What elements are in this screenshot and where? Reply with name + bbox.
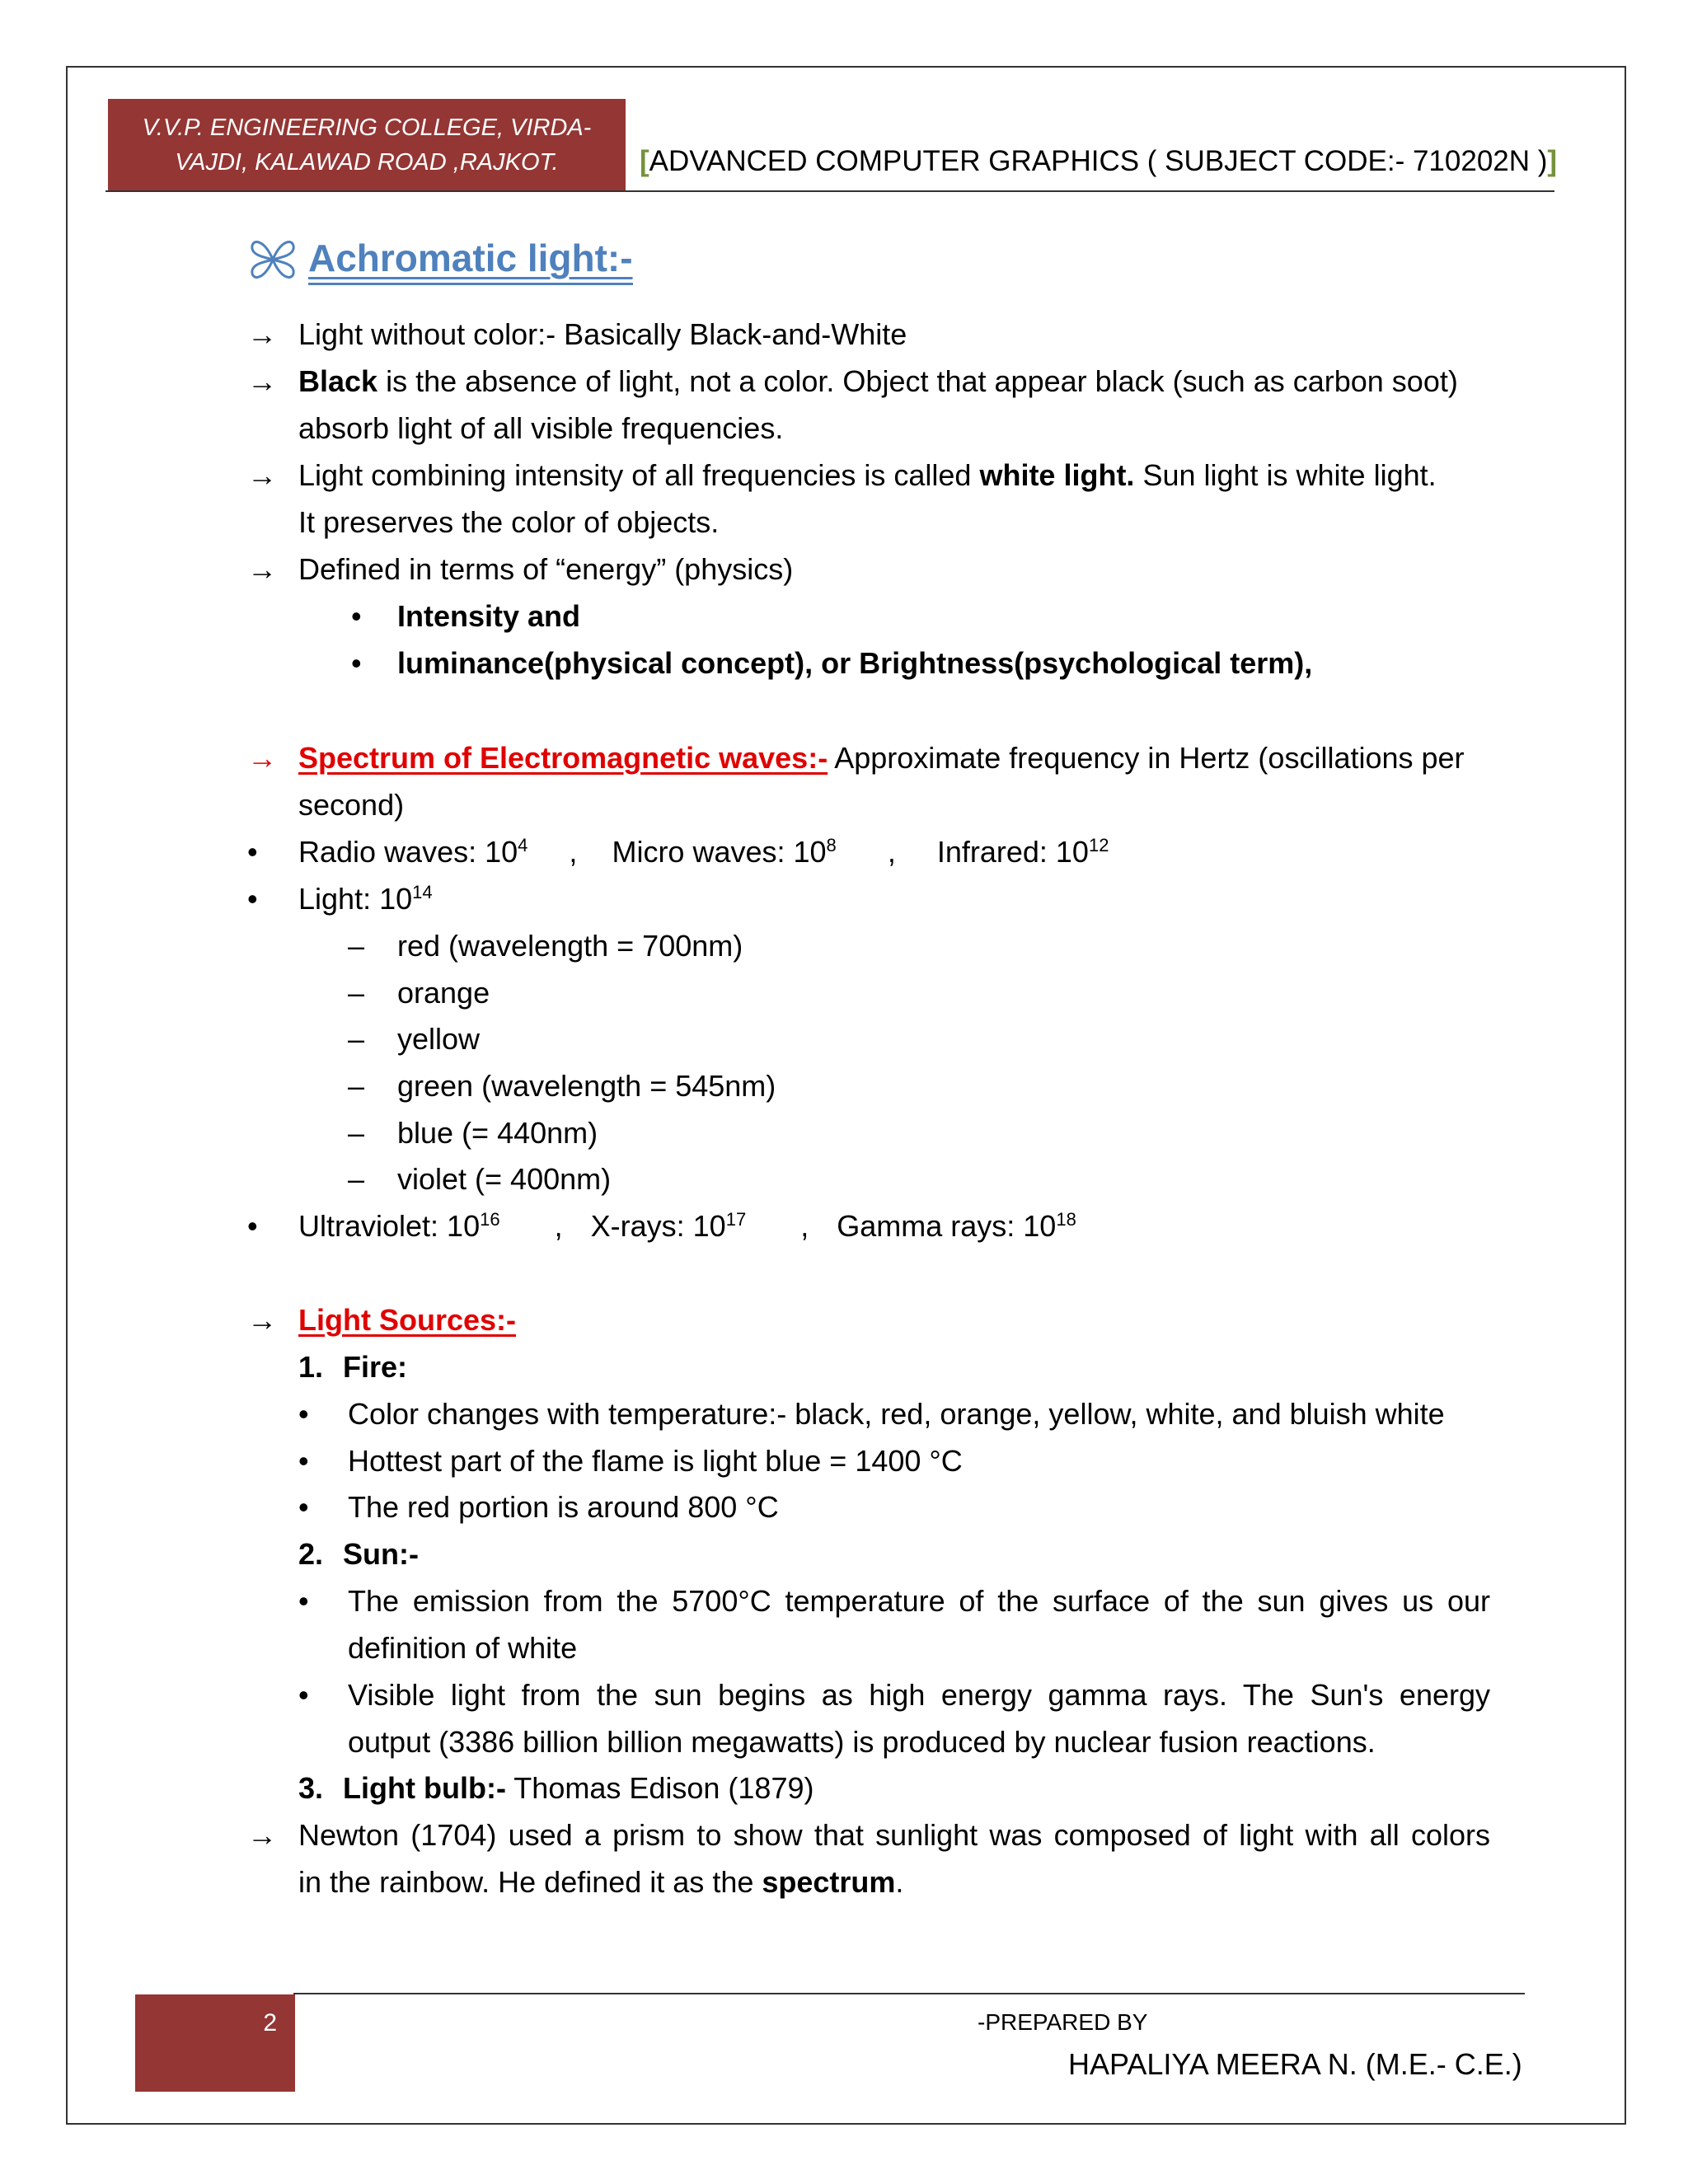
- spectrum-uv-row: [298, 1203, 1076, 1249]
- bulb-text: Thomas Edison (1879): [505, 1771, 814, 1805]
- arrow-marker: →: [247, 552, 277, 586]
- source-fire: [298, 1344, 407, 1390]
- achromatic-point-3-text-b: Sun light is white light.: [1134, 458, 1437, 492]
- dash-marker: –: [348, 1022, 365, 1056]
- dash-marker: –: [348, 1116, 365, 1150]
- achromatic-point-3-cont: It preserves the color of objects.: [298, 505, 720, 539]
- gamma-rays: Gamma rays: 10: [837, 1209, 1057, 1243]
- bullet-marker: •: [247, 835, 258, 869]
- title-text: Achromatic light:-: [308, 235, 633, 285]
- list-number: 1.: [298, 1350, 324, 1384]
- arrow-marker: →: [247, 1818, 277, 1852]
- spectrum-heading-rest: Approximate frequency in Hertz (oscillations per: [828, 741, 1465, 775]
- page-number: 2: [263, 2009, 277, 2036]
- gamma-exp: 18: [1056, 1209, 1076, 1230]
- infrared-exp: 12: [1088, 835, 1109, 855]
- college-banner: [108, 99, 626, 191]
- bullet-marker: •: [298, 1490, 309, 1524]
- arrow-marker: →: [247, 1303, 277, 1337]
- bulb-label: Light bulb:-: [343, 1771, 506, 1805]
- bullet-marker: •: [351, 599, 362, 633]
- color-item: blue (= 440nm): [397, 1116, 598, 1150]
- dash-marker: –: [348, 976, 365, 1010]
- list-number: 2.: [298, 1537, 324, 1571]
- bullet-marker: •: [298, 1444, 309, 1478]
- light-exp: 14: [412, 882, 433, 902]
- color-item: yellow: [397, 1022, 481, 1056]
- source-sun: [298, 1531, 419, 1577]
- spectrum-radio-row: [298, 829, 1109, 875]
- list-number: 3.: [298, 1771, 324, 1805]
- xray-exp: 17: [725, 1209, 747, 1230]
- color-item: green (wavelength = 545nm): [397, 1069, 776, 1103]
- author-name: HAPALIYA MEERA N. (M.E.- C.E.): [1068, 2047, 1522, 2081]
- bullet-marker: •: [298, 1584, 309, 1618]
- sun-label: Sun:-: [343, 1537, 419, 1571]
- header-divider: [106, 190, 1554, 192]
- butterfly-bullet-icon: [247, 234, 298, 285]
- dash-marker: –: [348, 1069, 365, 1103]
- spectrum-heading: [298, 735, 1465, 781]
- color-item: violet (= 400nm): [397, 1162, 612, 1196]
- ultraviolet: Ultraviolet: 10: [298, 1209, 481, 1243]
- infrared: Infrared: 10: [936, 835, 1089, 869]
- separator: ,: [800, 1209, 809, 1243]
- bracket-close: ]: [1547, 145, 1558, 177]
- fire-item: Color changes with temperature:- black, red, orange, yellow, white, and bluish white: [348, 1397, 1445, 1431]
- energy-subpoint-1: [397, 593, 580, 640]
- micro-exp: 8: [826, 835, 837, 855]
- spectrum-heading-cont: second): [298, 788, 405, 822]
- light-sources-heading-text: Light Sources:-: [298, 1303, 517, 1337]
- newton-text: in the rainbow. He defined it as the: [298, 1865, 762, 1899]
- spectrum-heading-text: Spectrum of Electromagnetic waves:-: [298, 741, 828, 775]
- bullet-marker: •: [298, 1678, 309, 1712]
- radio-exp: 4: [518, 835, 528, 855]
- separator: ,: [554, 1209, 563, 1243]
- separator: ,: [569, 835, 578, 869]
- color-item: orange: [397, 976, 490, 1010]
- light-freq: Light: 10: [298, 882, 413, 916]
- bold-white-light: white light.: [979, 458, 1135, 492]
- fire-label: Fire:: [343, 1350, 408, 1384]
- section-title: [247, 231, 633, 288]
- arrow-marker: →: [247, 364, 277, 398]
- achromatic-point-4: Defined in terms of “energy” (physics): [298, 552, 794, 586]
- micro-waves: Micro waves: 10: [612, 835, 827, 869]
- newton-period: .: [895, 1865, 904, 1899]
- achromatic-point-2: [298, 359, 1458, 405]
- bullet-marker: •: [247, 1209, 258, 1243]
- color-item: red (wavelength = 700nm): [397, 929, 743, 963]
- bullet-marker: •: [298, 1397, 309, 1431]
- achromatic-point-1: Light without color:- Basically Black-and-White: [298, 317, 907, 351]
- fire-item: The red portion is around 800 °C: [348, 1490, 779, 1524]
- prepared-by-label: -PREPARED BY: [978, 2009, 1148, 2035]
- page-number-box: [135, 1994, 295, 2092]
- energy-subpoint-2: [397, 640, 1312, 687]
- footer-divider: [293, 1993, 1525, 1994]
- achromatic-point-3-text-a: Light combining intensity of all frequencies is called: [298, 458, 980, 492]
- arrow-marker-red: →: [247, 741, 277, 775]
- sun-item-1: The emission from the 5700°C temperature of the surface of the sun gives us our: [348, 1584, 1490, 1618]
- arrow-marker: →: [247, 317, 277, 351]
- energy-subpoint-2-text: luminance(physical concept), or Brightness(psychological term),: [397, 646, 1313, 680]
- fire-item: Hottest part of the flame is light blue = 1400 °C: [348, 1444, 963, 1478]
- achromatic-point-3: [298, 452, 1437, 499]
- bullet-marker: •: [247, 882, 258, 916]
- light-sources-heading: [298, 1297, 516, 1343]
- sun-item-1-cont: definition of white: [348, 1631, 578, 1665]
- separator: ,: [887, 835, 896, 869]
- newton-point: Newton (1704) used a prism to show that sunlight was composed of light with all colors: [298, 1818, 1490, 1852]
- bullet-marker: •: [351, 646, 362, 680]
- x-rays: X-rays: 10: [590, 1209, 726, 1243]
- spectrum-light-row: [298, 876, 433, 922]
- radio-waves: Radio waves: 10: [298, 835, 518, 869]
- source-light-bulb: [298, 1765, 814, 1811]
- subject-title: ADVANCED COMPUTER GRAPHICS ( SUBJECT CODE:- 710202N ): [649, 145, 1548, 177]
- college-line-2: VAJDI, KALAWAD ROAD ,RAJKOT.: [175, 149, 559, 176]
- achromatic-point-2-text: is the absence of light, not a color. Object that appear black (such as carbon soot): [377, 364, 1458, 398]
- dash-marker: –: [348, 929, 365, 963]
- energy-subpoint-1-text: Intensity and: [397, 599, 581, 633]
- bold-black: Black: [298, 364, 378, 398]
- bold-spectrum: spectrum: [762, 1865, 896, 1899]
- uv-exp: 16: [480, 1209, 500, 1230]
- arrow-marker: →: [247, 458, 277, 492]
- bracket-open: [: [640, 145, 649, 177]
- achromatic-point-2-cont: absorb light of all visible frequencies.: [298, 411, 784, 445]
- dash-marker: –: [348, 1162, 365, 1196]
- newton-point-cont: [298, 1859, 903, 1905]
- subject-header: [640, 138, 1557, 185]
- sun-item-2-cont: output (3386 billion billion megawatts) is produced by nuclear fusion reactions.: [348, 1725, 1376, 1759]
- sun-item-2: Visible light from the sun begins as high energy gamma rays. The Sun's energy: [348, 1678, 1490, 1712]
- college-line-1: V.V.P. ENGINEERING COLLEGE, VIRDA-: [142, 115, 592, 141]
